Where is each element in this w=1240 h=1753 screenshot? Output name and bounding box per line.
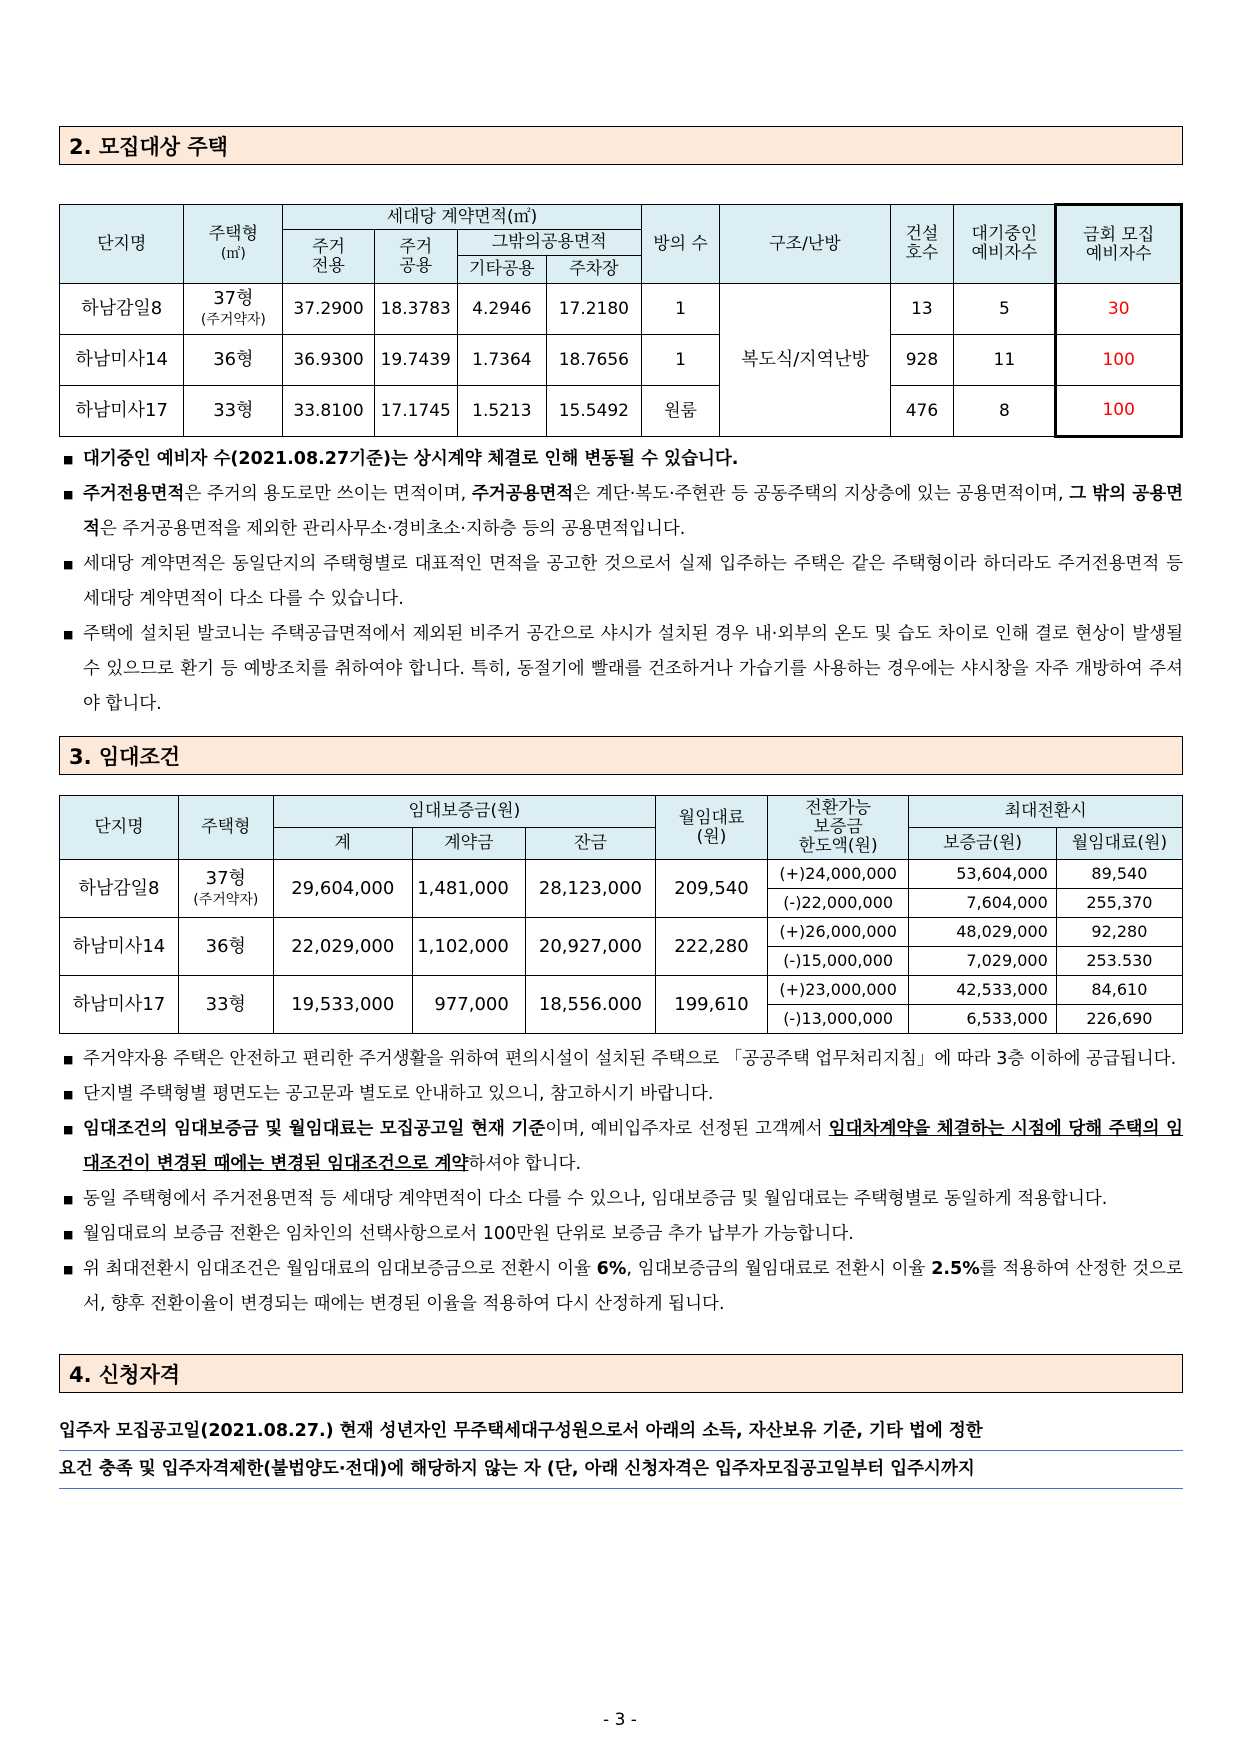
bullet-icon: ■ (63, 1053, 74, 1066)
cell-max-deposit: 53,604,000 (909, 860, 1056, 889)
cell-balance: 28,123,000 (525, 860, 655, 918)
section-3-header (59, 736, 1183, 775)
cell-common: 19.7439 (374, 335, 457, 386)
rcol-total: 계 (273, 828, 412, 860)
cell-contract: 1,102,000 (412, 918, 525, 976)
cell-conv-limit: (+)23,000,000 (767, 976, 908, 1005)
type-note: (주거약자) (200, 312, 266, 328)
cell-max-rent: 92,280 (1056, 918, 1182, 947)
cell-type (179, 918, 274, 976)
cell-conv-limit: (-)22,000,000 (767, 889, 908, 918)
bullet-icon: ■ (63, 628, 74, 641)
cell-units: 476 (890, 386, 954, 437)
cell-complex: 하남미사14 (60, 918, 179, 976)
note-text: 임대차계약을 체결하는 시점에 당해 주택의 임대조건이 변경된 때에는 변경된 임대조건으로 계약 (83, 1119, 1184, 1174)
cell-max-rent: 89,540 (1056, 860, 1182, 889)
rent-table (59, 795, 1183, 1034)
cell-recruit: 100 (1056, 335, 1182, 386)
bullet-icon: ■ (63, 1263, 74, 1276)
bullet-icon: ■ (63, 453, 74, 466)
cell-rent: 209,540 (656, 860, 768, 918)
bullet-icon: ■ (63, 488, 74, 501)
col-recruit: 금회 모집 예비자수 (1056, 205, 1182, 284)
note-text: 동일 주택형에서 주거전용면적 등 세대당 계약면적이 다소 다를 수 있으나, 임대보증금 및 월임대료는 주택형별로 동일하게 적용합니다. (83, 1189, 1108, 1209)
note-text: 그 밖의 공용면적 (83, 484, 1184, 539)
note-text: 월임대료의 보증금 전환은 임차인의 선택사항으로서 100만원 단위로 보증금 추가 납부가 가능합니다. (83, 1224, 854, 1244)
note-item (59, 1217, 1183, 1252)
note-item (59, 1112, 1183, 1182)
col-contract-area: 세대당 계약면적(㎡) (283, 205, 641, 230)
rcol-max-rent: 월임대료(원) (1056, 828, 1182, 860)
note-text: 주거공용면적 (471, 484, 574, 504)
cell-private: 33.8100 (283, 386, 374, 437)
note-text: 대기중인 예비자 수(2021.08.27기준)는 상시계약 체결로 인해 변동될 수 있습니다. (83, 449, 739, 469)
cell-waiting: 8 (954, 386, 1056, 437)
section-2-title: 2. 모집대상 주택 (69, 134, 228, 159)
rcol-contract: 계약금 (412, 828, 525, 860)
rcol-complex: 단지명 (60, 796, 179, 860)
col-common: 주거 공용 (374, 230, 457, 284)
section-4-title: 4. 신청자격 (69, 1362, 181, 1387)
bullet-icon: ■ (63, 558, 74, 571)
note-item (59, 1182, 1183, 1217)
rcol-deposit: 임대보증금(원) (273, 796, 655, 828)
housing-row (60, 284, 1182, 335)
cell-rent: 199,610 (656, 976, 768, 1034)
document-page (59, 126, 1183, 1489)
cell-max-rent: 253.530 (1056, 947, 1182, 976)
cell-waiting: 11 (954, 335, 1056, 386)
type-label: 33형 (213, 400, 254, 422)
qualification-line-1: 입주자 모집공고일(2021.08.27.) 현재 성년자인 무주택세대구성원으로서 아래의 소득, 자산보유 기준, 기타 법에 정한 (59, 1413, 1183, 1451)
rent-row (60, 860, 1183, 889)
cell-structure: 복도식/지역난방 (720, 284, 890, 437)
cell-conv-limit: (-)15,000,000 (767, 947, 908, 976)
col-type: 주택형 (㎡) (184, 205, 283, 284)
type-label: 37형 (205, 867, 246, 889)
cell-units: 13 (890, 284, 954, 335)
rcol-rent: 월임대료 (원) (656, 796, 768, 860)
rcol-type: 주택형 (179, 796, 274, 860)
cell-balance: 18,556.000 (525, 976, 655, 1034)
note-item (59, 477, 1183, 547)
note-text: 임대조건의 임대보증금 및 월임대료는 모집공고일 현재 기준 (83, 1119, 546, 1139)
cell-recruit: 100 (1056, 386, 1182, 437)
cell-other: 1.5213 (457, 386, 546, 437)
cell-max-rent: 226,690 (1056, 1005, 1182, 1034)
col-private: 주거 전용 (283, 230, 374, 284)
note-text: 은 계단·복도·주현관 등 공동주택의 지상층에 있는 공용면적이며, (573, 484, 1070, 504)
cell-other: 4.2946 (457, 284, 546, 335)
col-waiting: 대기중인 예비자수 (954, 205, 1056, 284)
cell-rooms: 원룸 (641, 386, 720, 437)
col-other: 기타공용 (457, 256, 546, 284)
cell-type (184, 386, 283, 437)
cell-type (179, 976, 274, 1034)
cell-complex: 하남미사14 (60, 335, 184, 386)
note-text: 단지별 주택형별 평면도는 공고문과 별도로 안내하고 있으니, 참고하시기 바랍니다. (83, 1084, 714, 1104)
cell-conv-limit: (+)24,000,000 (767, 860, 908, 889)
note-item (59, 617, 1183, 722)
section-2-notes (59, 442, 1183, 722)
note-text: 6% (596, 1259, 627, 1279)
rent-row (60, 918, 1183, 947)
cell-rent: 222,280 (656, 918, 768, 976)
cell-other: 1.7364 (457, 335, 546, 386)
section-2-header (59, 126, 1183, 165)
cell-waiting: 5 (954, 284, 1056, 335)
section-4-header (59, 1354, 1183, 1393)
cell-total: 22,029,000 (273, 918, 412, 976)
rcol-max-deposit: 보증금(원) (909, 828, 1056, 860)
note-item (59, 1252, 1183, 1322)
bullet-icon: ■ (63, 1123, 74, 1136)
note-item (59, 547, 1183, 617)
type-label: 37형 (213, 288, 254, 310)
col-rooms: 방의 수 (641, 205, 720, 284)
cell-max-rent: 84,610 (1056, 976, 1182, 1005)
cell-max-rent: 255,370 (1056, 889, 1182, 918)
cell-conv-limit: (+)26,000,000 (767, 918, 908, 947)
cell-complex: 하남미사17 (60, 976, 179, 1034)
housing-row (60, 386, 1182, 437)
cell-contract: 977,000 (412, 976, 525, 1034)
cell-rooms: 1 (641, 335, 720, 386)
cell-max-deposit: 6,533,000 (909, 1005, 1056, 1034)
note-text: 은 주거공용면적을 제외한 관리사무소·경비초소·지하층 등의 공용면적입니다. (99, 519, 686, 539)
section-3-title: 3. 임대조건 (69, 744, 181, 769)
note-text: 은 주거의 용도로만 쓰이는 면적이며, (184, 484, 472, 504)
section-3-notes (59, 1042, 1183, 1322)
bullet-icon: ■ (63, 1088, 74, 1101)
type-label: 36형 (213, 349, 254, 371)
bullet-icon: ■ (63, 1193, 74, 1206)
col-units: 건설 호수 (890, 205, 954, 284)
cell-total: 19,533,000 (273, 976, 412, 1034)
cell-common: 17.1745 (374, 386, 457, 437)
note-item (59, 442, 1183, 477)
note-text: 이며, 예비입주자로 선정된 고객께서 (545, 1119, 829, 1139)
note-text: 하셔야 합니다. (468, 1154, 582, 1174)
cell-parking: 17.2180 (547, 284, 642, 335)
rcol-max-conv: 최대전환시 (909, 796, 1183, 828)
cell-complex: 하남감일8 (60, 860, 179, 918)
cell-conv-limit: (-)13,000,000 (767, 1005, 908, 1034)
col-structure: 구조/난방 (720, 205, 890, 284)
type-label: 36형 (205, 935, 246, 957)
cell-balance: 20,927,000 (525, 918, 655, 976)
cell-max-deposit: 48,029,000 (909, 918, 1056, 947)
cell-complex: 하남감일8 (60, 284, 184, 335)
housing-table (59, 203, 1183, 438)
note-item (59, 1077, 1183, 1112)
cell-complex: 하남미사17 (60, 386, 184, 437)
note-text: 주거약자용 주택은 안전하고 편리한 주거생활을 위하여 편의시설이 설치된 주택으로 「공공주택 업무처리지침」에 따라 3층 이하에 공급됩니다. (83, 1049, 1177, 1069)
col-other-common: 그밖의공용면적 (457, 230, 641, 256)
cell-rooms: 1 (641, 284, 720, 335)
cell-type (184, 284, 283, 335)
cell-type (179, 860, 274, 918)
note-text: 주거전용면적 (83, 484, 185, 504)
cell-units: 928 (890, 335, 954, 386)
cell-max-deposit: 42,533,000 (909, 976, 1056, 1005)
cell-type (184, 335, 283, 386)
note-text: 세대당 계약면적은 동일단지의 주택형별로 대표적인 면적을 공고한 것으로서 실제 입주하는 주택은 같은 주택형이라 하더라도 주거전용면적 등 세대당 계약면적이 다소 다를 수 있습니다. (83, 554, 1183, 609)
cell-max-deposit: 7,604,000 (909, 889, 1056, 918)
note-text: 위 최대전환시 임대조건은 월임대료의 임대보증금으로 전환시 이율 (83, 1259, 597, 1279)
page-number: - 3 - (603, 1710, 637, 1730)
note-text: 주택에 설치된 발코니는 주택공급면적에서 제외된 비주거 공간으로 샤시가 설치된 경우 내·외부의 온도 및 습도 차이로 인해 결로 현상이 발생될 수 있으므로 환기 등 예방조치를 취하여야 합니다. 특히, 동절기에 빨래를 건조하거나 가습기를 사용하는 경우에는 샤시창을 자주 개방하여 주셔야 합니다. (83, 624, 1183, 714)
cell-total: 29,604,000 (273, 860, 412, 918)
col-parking: 주차장 (547, 256, 642, 284)
qualification-line-2: 요건 충족 및 입주자격제한(불법양도·전대)에 해당하지 않는 자 (단, 아래 신청자격은 입주자모집공고일부터 입주시까지 (59, 1451, 1183, 1489)
cell-common: 18.3783 (374, 284, 457, 335)
rent-row (60, 976, 1183, 1005)
note-item (59, 1042, 1183, 1077)
note-text: 2.5% (931, 1259, 980, 1279)
cell-parking: 15.5492 (547, 386, 642, 437)
cell-recruit: 30 (1056, 284, 1182, 335)
housing-row (60, 335, 1182, 386)
note-text: 를 적용하여 산정한 것으로서, 향후 전환이율이 변경되는 때에는 변경된 이율을 적용하여 다시 산정하게 됩니다. (83, 1259, 1183, 1314)
cell-contract: 1,481,000 (412, 860, 525, 918)
type-label: 33형 (205, 993, 246, 1015)
cell-parking: 18.7656 (547, 335, 642, 386)
rcol-balance: 잔금 (525, 828, 655, 860)
cell-max-deposit: 7,029,000 (909, 947, 1056, 976)
note-text: , 임대보증금의 월임대료로 전환시 이율 (626, 1259, 932, 1279)
rcol-convertible: 전환가능 보증금 한도액(원) (767, 796, 908, 860)
qualification-text (59, 1413, 1183, 1489)
cell-private: 37.2900 (283, 284, 374, 335)
col-complex: 단지명 (60, 205, 184, 284)
cell-private: 36.9300 (283, 335, 374, 386)
bullet-icon: ■ (63, 1228, 74, 1241)
type-note: (주거약자) (193, 891, 259, 908)
